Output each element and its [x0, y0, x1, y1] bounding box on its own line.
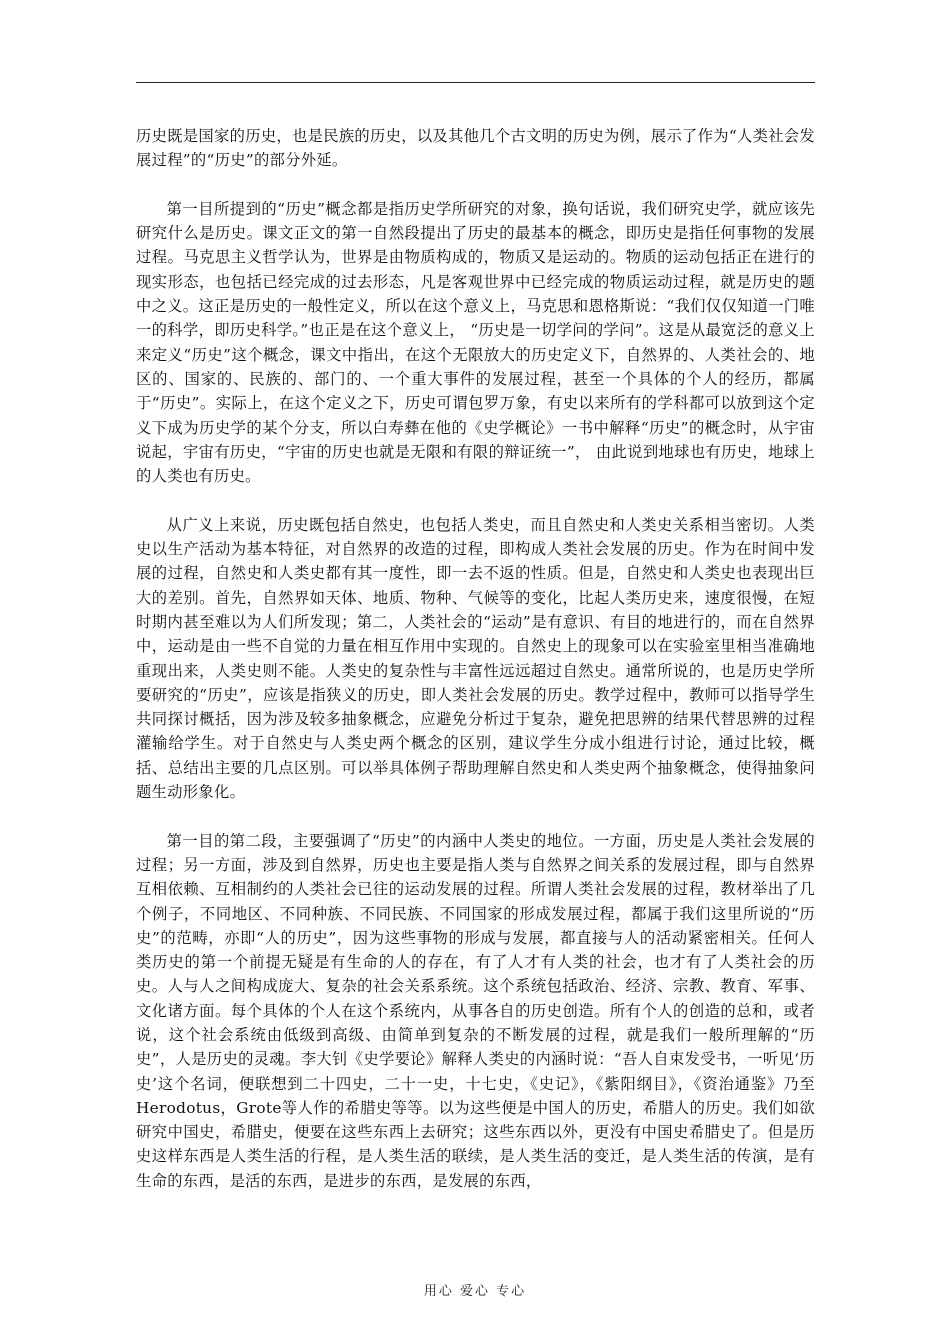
- document-body: [136, 124, 815, 1193]
- paragraph-human-history-role: 第一目的第二段，主要强调了“历史”的内涵中人类史的地位。一方面，历史是人类社会发展的过程；另一方面，涉及到自然界，历史也主要是指人类与自然界之间关系的发展过程，即与自然界互相依赖、互相制约的人类社会已往的运动发展的过程。所谓人类社会发展的过程，教材举出了几个例子，不同地区、不同种族、不同民族、不同国家的形成发展过程，都属于我们这里所说的“历史”的范畴，亦即“人的历史”，因为这些事物的形成与发展，都直接与人的活动紧密相关。任何人类历史的第一个前提无疑是有生命的人的存在，有了人才有人类的社会，也才有了人类社会的历史。人与人之间构成庞大、复杂的社会关系系统。这个系统包括政治、经济、宗教、教育、军事、文化诸方面。每个具体的个人在这个系统内，从事各自的历史创造。所有个人的创造的总和，或者说，这个社会系统由低级到高级、由简单到复杂的不断发展的过程，就是我们一般所理解的“历史”，人是历史的灵魂。李大钊《史学要论》解释人类史的内涵时说：“吾人自束发受书，一听见‘历史’这个名词，便联想到二十四史，二十一史，十七史，《史记》，《紫阳纲目》，《资治通鉴》乃至Herodotus，Grote等人作的希腊史等等。以为这些便是中国人的历史，希腊人的历史。我们如欲研究中国史，希腊史，便要在这些东西上去研究；这些东西以外，更没有中国史希腊史了。但是历史这样东西是人类生活的行程，是人类生活的联续，是人类生活的变迁，是人类生活的传演，是有生命的东西，是活的东西，是进步的东西，是发展的东西，: [136, 831, 815, 1190]
- paragraph-natural-vs-human-history: 从广义上来说，历史既包括自然史，也包括人类史，而且自然史和人类史关系相当密切。人类史以生产活动为基本特征，对自然界的改造的过程，即构成人类社会发展的历史。作为在时间中发展的过程，自然史和人类史都有其一度性，即一去不返的性质。但是，自然史和人类史也表现出巨大的差别。首先，自然界如天体、地质、物种、气候等的变化，比起人类历史来，速度很慢，在短时期内甚至难以为人们所发现；第二，人类社会的“运动”是有意识、有目的地进行的，而在自然界中，运动是由一些不自觉的力量在相互作用中实现的。自然史上的现象可以在实验室里相当准确地重现出来，人类史则不能。人类史的复杂性与丰富性远远超过自然史。通常所说的，也是历史学所要研究的“历史”，应该是指狭义的历史，即人类社会发展的历史。教学过程中，教师可以指导学生共同探讨概括，因为涉及较多抽象概念，应避免分析过于复杂，避免把思辨的结果代替思辨的过程灌输给学生。对于自然史与人类史两个概念的区别，建议学生分成小组进行讨论，通过比较，概括、总结出主要的几点区别。可以举具体例子帮助理解自然史和人类史两个抽象概念，使得抽象问题生动形象化。: [136, 515, 815, 802]
- header-rule: [136, 82, 815, 83]
- paragraph-history-concept: 第一目所提到的“历史”概念都是指历史学所研究的对象，换句话说，我们研究史学，就应该先研究什么是历史。课文正文的第一自然段提出了历史的最基本的概念，即历史是指任何事物的发展过程。马克思主义哲学认为，世界是由物质构成的，物质又是运动的。物质的运动包括正在进行的现实形态，也包括已经完成的过去形态，凡是客观世界中已经完成的物质运动过程，就是历史的题中之义。这正是历史的一般性定义，所以在这个意义上，马克思和恩格斯说：“我们仅仅知道一门唯一的科学，即历史科学。”也正是在这个意义上， “历史是一切学问的学问”。这是从最宽泛的意义上来定义“历史”这个概念，课文中指出，在这个无限放大的历史定义下，自然界的、人类社会的、地区的、国家的、民族的、部门的、一个重大事件的发展过程，甚至一个具体的个人的经历，都属于“历史”。实际上，在这个定义之下，历史可谓包罗万象，有史以来所有的学科都可以放到这个定义下成为历史学的某个分支，所以白寿彝在他的《史学概论》一书中解释“历史”的概念时，从宇宙说起，宇宙有历史，“宇宙的历史也就是无限和有限的辩证统一”， 由此说到地球也有历史，地球上的人类也有历史。: [136, 199, 815, 486]
- page-footer: 用心 爱心 专心: [423, 1284, 527, 1299]
- paragraph-continuation: 历史既是国家的历史，也是民族的历史，以及其他几个古文明的历史为例，展示了作为“人类社会发展过程”的“历史”的部分外延。: [136, 127, 815, 170]
